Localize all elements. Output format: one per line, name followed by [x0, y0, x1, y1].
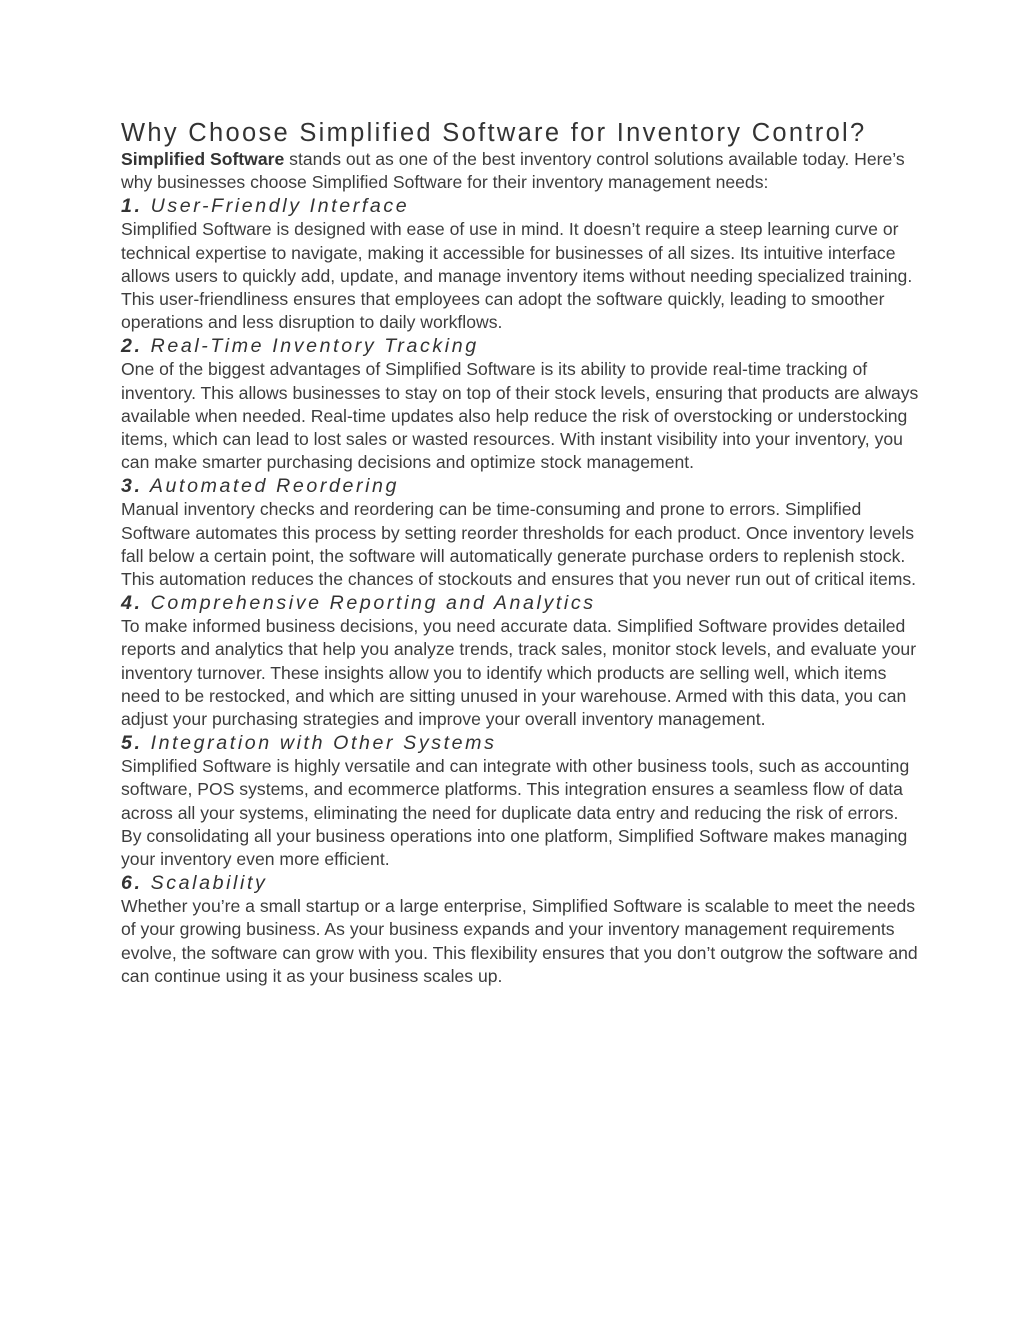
section-heading	[121, 591, 921, 615]
intro-bold-lead: Simplified Software	[121, 149, 285, 169]
section-title: Integration with Other Systems	[150, 732, 497, 755]
section-3	[121, 474, 921, 591]
intro-text: stands out as one of the best inventory control solutions available today. Here’s why businesses choose Simplified Software for their inventory management needs:	[121, 149, 905, 193]
section-2	[121, 334, 921, 474]
intro-paragraph	[121, 148, 921, 194]
section-heading	[121, 334, 921, 358]
section-heading	[121, 474, 921, 498]
section-body: One of the biggest advantages of Simplified Software is its ability to provide real-time tracking of inventory. This allows businesses to stay on top of their stock levels, ensuring that products are always available when needed. Real-time updates also help reduce the risk of overstocking or understocking items, which can lead to lost sales or wasted resources. With instant visibility into your inventory, you can make smarter purchasing decisions and optimize stock management.	[121, 359, 919, 473]
section-number: 2.	[121, 335, 143, 358]
section-title: Automated Reordering	[149, 475, 400, 498]
section-heading	[121, 871, 921, 895]
page-title: Why Choose Simplified Software for Inventory Control?	[121, 119, 867, 147]
document-page	[121, 118, 921, 988]
section-title: Scalability	[150, 872, 268, 895]
section-body: Simplified Software is highly versatile and can integrate with other business tools, such as accounting software, POS systems, and ecommerce platforms. This integration ensures a seamless flow of data across all your systems, eliminating the need for duplicate data entry and reducing the risk of errors. By consolidating all your business operations into one platform, Simplified Software makes managing your inventory even more efficient.	[121, 756, 910, 870]
section-1	[121, 194, 921, 334]
section-title: Real-Time Inventory Tracking	[150, 335, 479, 358]
section-number: 1.	[121, 195, 143, 218]
section-number: 6.	[121, 872, 143, 895]
section-body: Manual inventory checks and reordering can be time-consuming and prone to errors. Simplified Software automates this process by setting reorder thresholds for each product. Once inventory levels fall below a certain point, the software will automatically generate purchase orders to replenish stock. This automation reduces the chances of stockouts and ensures that you never run out of critical items.	[121, 499, 917, 590]
section-title: User-Friendly Interface	[150, 195, 410, 218]
section-body: Simplified Software is designed with ease of use in mind. It doesn’t require a steep learning curve or technical expertise to navigate, making it accessible for businesses of all sizes. Its intuitive interface allows users to quickly add, update, and manage inventory items without needing specialized training. This user-friendliness ensures that employees can adopt the software quickly, leading to smoother operations and less disruption to daily workflows.	[121, 219, 913, 333]
section-number: 5.	[121, 732, 143, 755]
section-number: 4.	[121, 592, 143, 615]
section-6	[121, 871, 921, 988]
section-5	[121, 731, 921, 871]
section-heading	[121, 731, 921, 755]
section-title: Comprehensive Reporting and Analytics	[150, 592, 596, 615]
section-heading	[121, 194, 921, 218]
section-4	[121, 591, 921, 731]
section-number: 3.	[121, 475, 143, 498]
section-body: Whether you’re a small startup or a large enterprise, Simplified Software is scalable to meet the needs of your growing business. As your business expands and your inventory management requirements evolve, the software can grow with you. This flexibility ensures that you don’t outgrow the software and can continue using it as your business scales up.	[121, 896, 918, 986]
section-body: To make informed business decisions, you need accurate data. Simplified Software provides detailed reports and analytics that help you analyze trends, track sales, monitor stock levels, and evaluate your inventory turnover. These insights allow you to identify which products are selling well, which items need to be restocked, and which are sitting unused in your warehouse. Armed with this data, you can adjust your purchasing strategies and improve your overall inventory management.	[121, 616, 917, 730]
